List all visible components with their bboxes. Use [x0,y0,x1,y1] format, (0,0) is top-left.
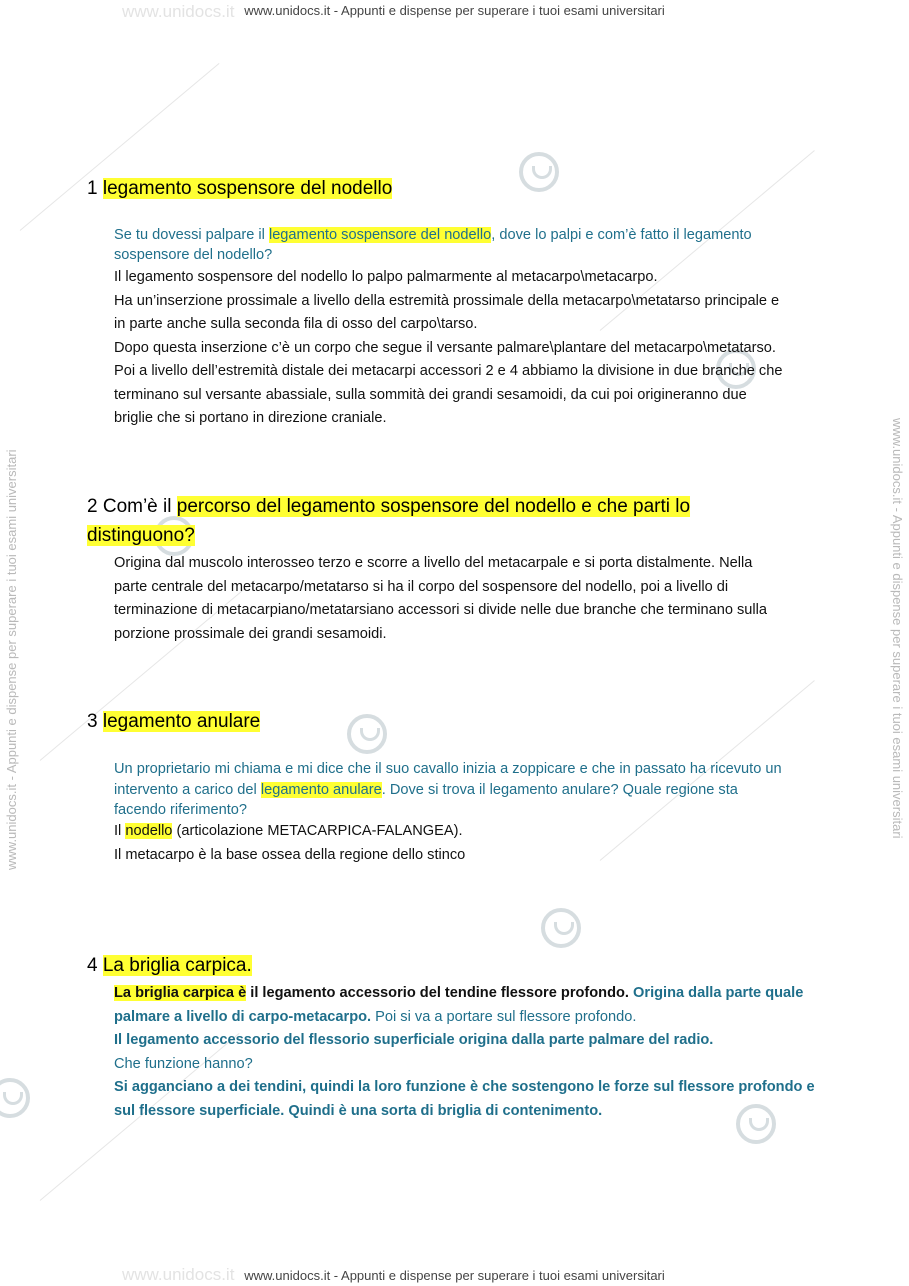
left-side-watermark: www.unidocs.it - Appunti e dispense per superare i tuoi esami universitari [4,449,19,870]
unidocs-logo-icon [519,152,559,192]
unidocs-logo-icon [0,1078,30,1118]
section-4-heading [87,951,252,980]
section-3-answer: Il nodello (articolazione METACARPICA-FALANGEA). Il metacarpo è la base ossea della regione dello stinco [114,823,466,863]
section-3-number: 3 [87,711,103,732]
section-1-number: 1 [87,178,103,199]
section-2-heading: 2 Com’è il percorso del legamento sospensore del nodello e che parti lo distinguono? [87,496,691,546]
section-3-heading [87,707,260,736]
unidocs-logo-icon [541,908,581,948]
right-side-watermark: www.unidocs.it - Appunti e dispense per superare i tuoi esami universitari [890,418,905,839]
highlight: legamento sospensore del nodello [268,227,492,243]
footer-watermark: www.unidocs.it - Appunti e dispense per superare i tuoi esami universitari [244,1268,665,1283]
ghost-watermark-top: www.unidocs.it [122,2,235,21]
ghost-watermark-bottom: www.unidocs.it [122,1265,235,1284]
section-4-number: 4 [87,955,103,976]
unidocs-logo-icon [347,714,387,754]
section-1-heading [87,174,392,203]
section-3-question: Un proprietario mi chiama e mi dice che il suo cavallo inizia a zoppicare e che in passato ha ricevuto un intervento a carico del legamento anulare. Dove si trova il legamento anulare? Quale regione sta facendo riferimento? [114,761,782,818]
section-3-title: legamento anulare [102,711,261,732]
header-watermark: www.unidocs.it - Appunti e dispense per superare i tuoi esami universitari [244,3,665,18]
section-2-number: 2 Com’è il [87,496,177,517]
section-1-question: Se tu dovessi palpare il legamento sospensore del nodello, dove lo palpi e com’è fatto il legamento sospensore del nodello? [114,227,752,263]
section-1-title: legamento sospensore del nodello [102,178,393,199]
highlight: nodello [125,823,173,839]
highlight: La briglia carpica è [114,985,247,1001]
section-2-answer: Origina dal muscolo interosseo terzo e scorre a livello del metacarpale e si porta distalmente. Nella parte centrale del metacarpo/metatarso si ha il corpo del sospensore del nodello, poi a livello di terminazione di metacarpiano/metatarsiano accessori si divide nelle due branche che terminano sulla porzione prossimale dei grandi sesamoidi. [114,555,768,642]
watermark-line [20,63,220,231]
section-2-title: percorso del legamento sospensore del nodello e che parti lo [176,496,691,517]
section-1-answer: Il legamento sospensore del nodello lo palpo palmarmente al metacarpo\metacarpo. Ha un’inserzione prossimale a livello della estremità prossimale della metacarpo\metatarso principale e in parte anche sulla seconda fila di osso del carpo\tarso. Dopo questa inserzione c’è un corpo che segue il versante palmare\plantare del metacarpo\metatarso. Poi a livello dell’estremità distale dei metacarpi accessori 2 e 4 abbiamo la divisione in due branche che terminano sul versante abassiale, sulla sommità dei grandi sesamoidi, da cui poi origineranno due briglie che si portano in direzione craniale. [114,269,783,426]
section-4-answer: La briglia carpica è il legamento accessorio del tendine flessore profondo. Origina dalla parte quale palmare a livello di carpo-metacarpo. Poi si va a portare sul flessore profondo. Il legamento accessorio del flessorio superficiale origina dalla parte palmare del radio. Che funzione hanno? Si agganciano a dei tendini, quindi la loro funzione è che sostengono le forze sul flessore profondo e sul flessore superficiale. Quindi è una sorta di briglia di contenimento. [114,985,815,1119]
highlight: legamento anulare [260,781,382,798]
section-4-title: La briglia carpica. [102,955,252,976]
